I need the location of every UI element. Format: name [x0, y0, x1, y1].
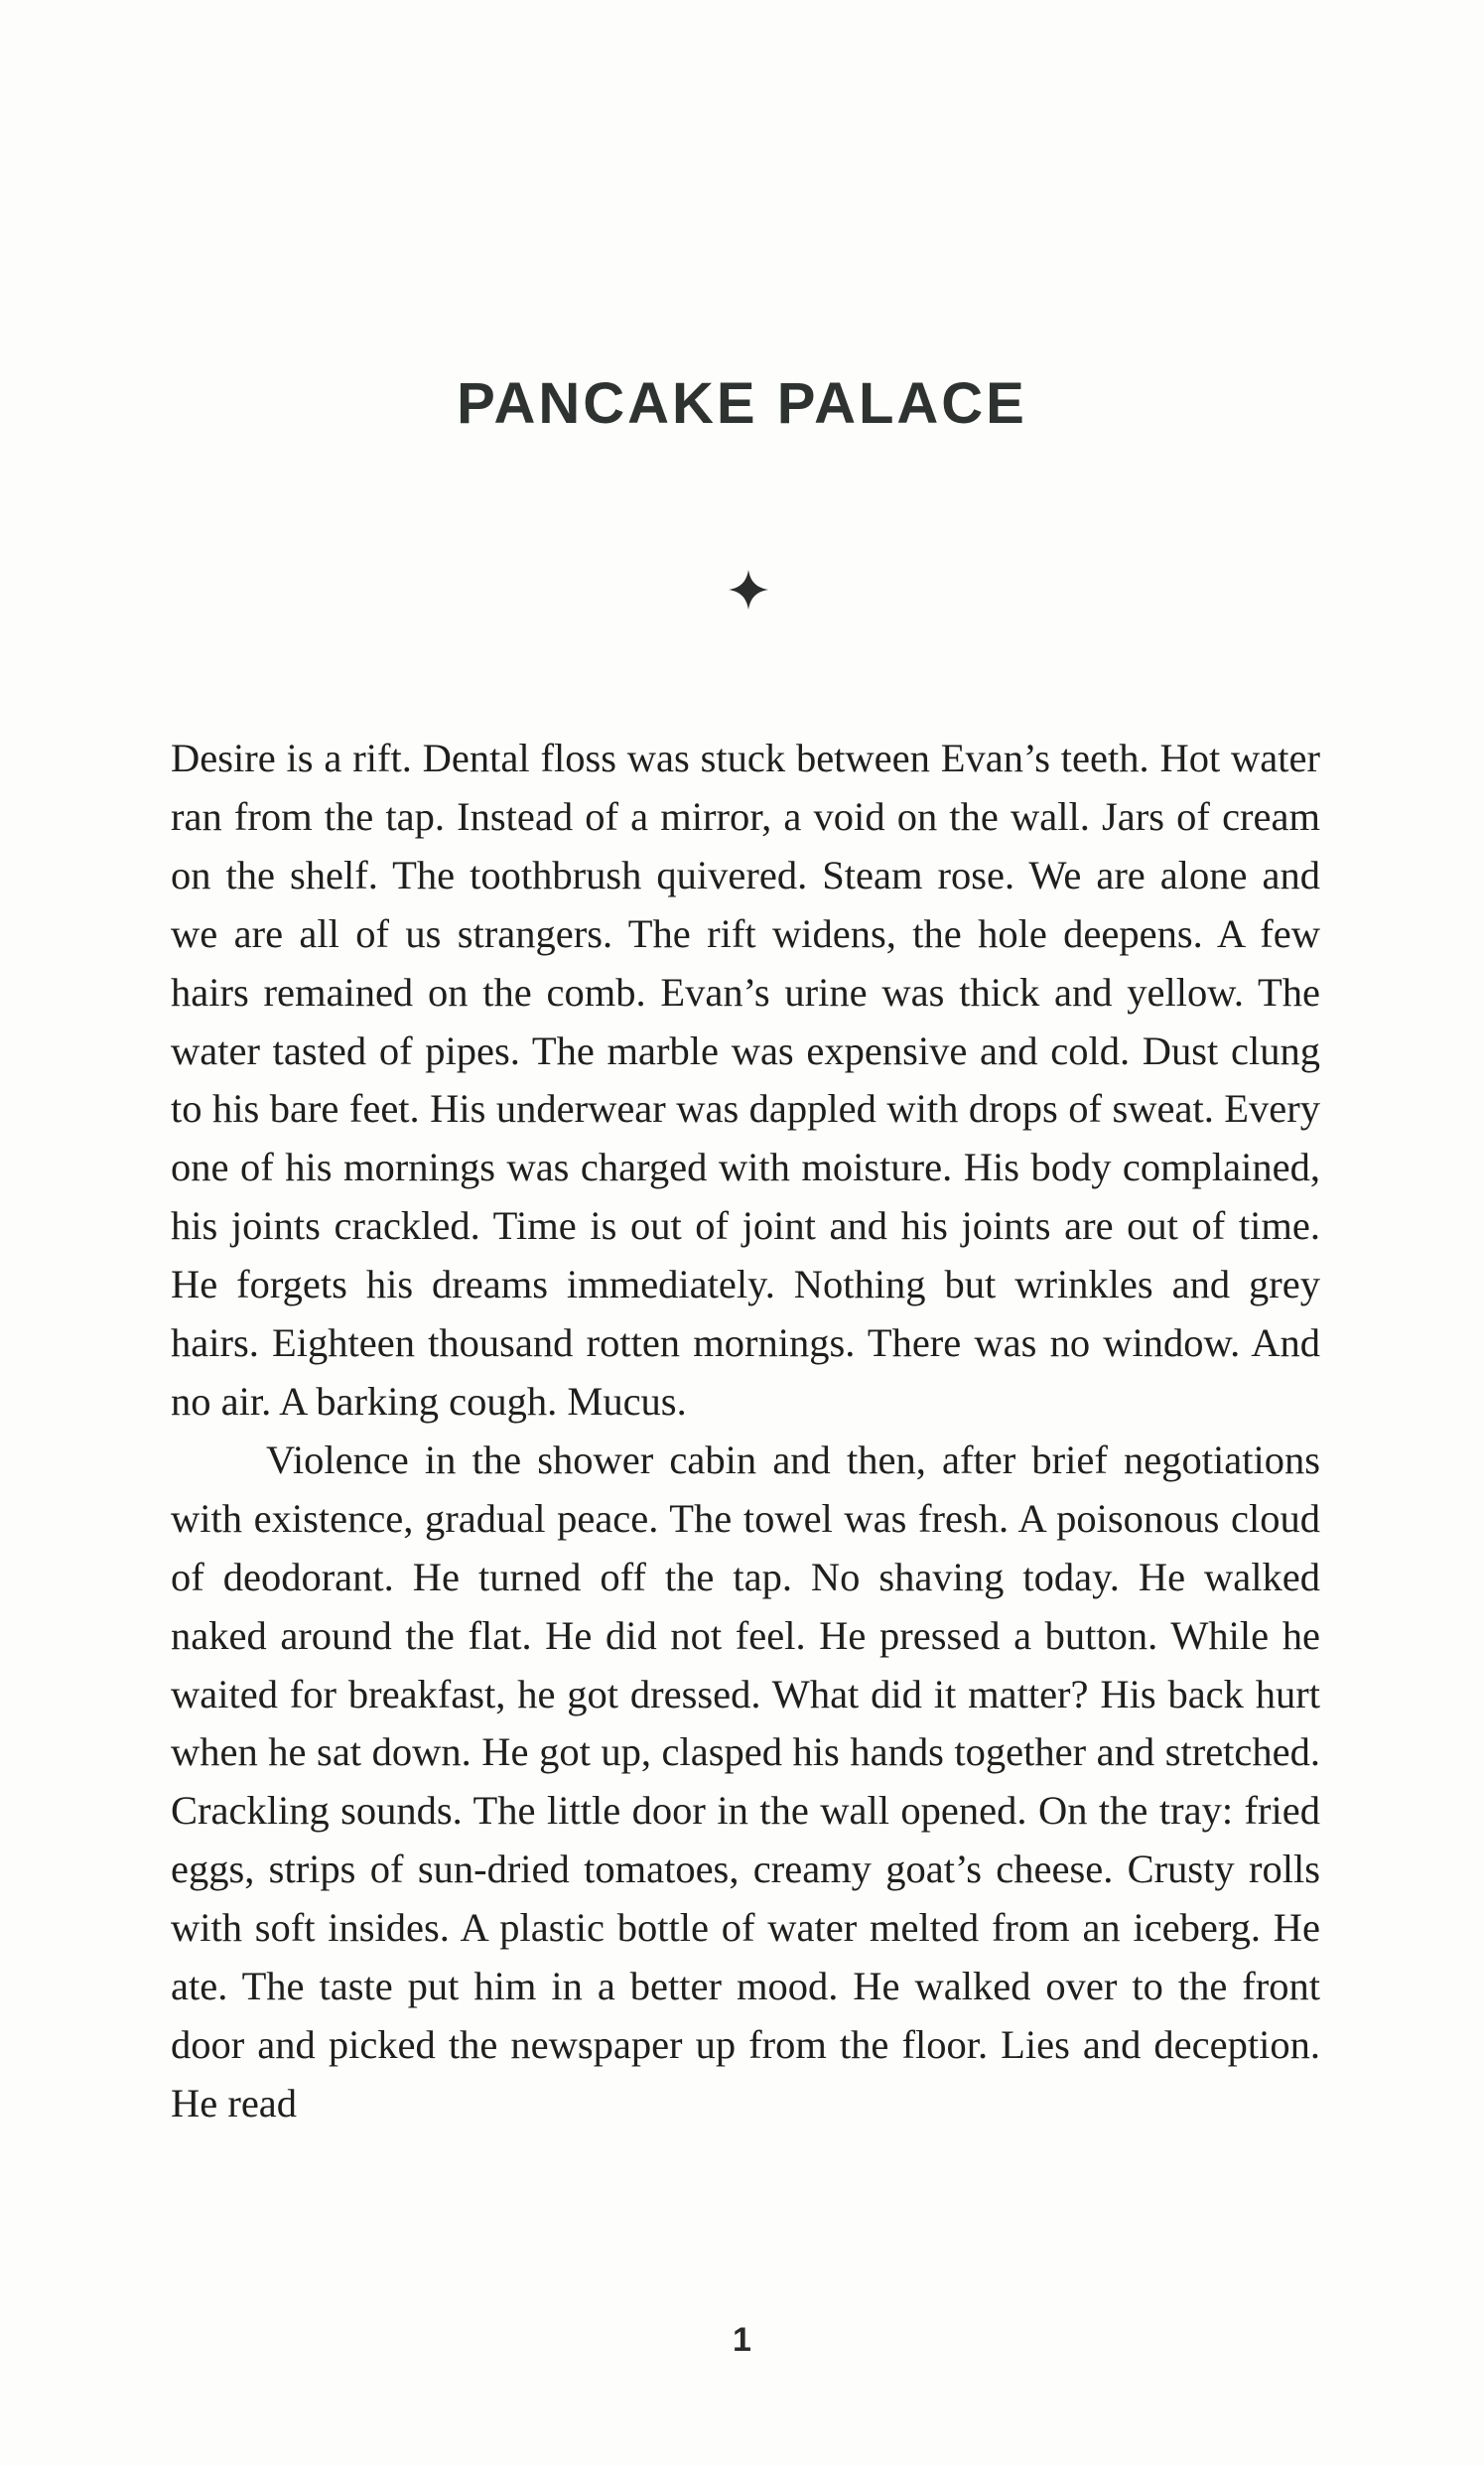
paragraph-1: Desire is a rift. Dental floss was stuck between Evan’s teeth. Hot water ran from the tap. Instead of a mirror, a void on the wall. Jars of cream on the shelf. The toothbrush quivered. Steam rose. We are alone and we are all of us strangers. The rift widens, the hole deepens. A few hairs remained on the comb. Evan’s urine was thick and yellow. The water tasted of pipes. The marble was expensive and cold. Dust clung to his bare feet. His underwear was dappled with drops of sweat. Every one of his mornings was charged with moisture. His body complained, his joints crackled. Time is out of joint and his joints are out of time. He forgets his dreams immediately. Nothing but wrinkles and grey hairs. Eighteen thousand rotten mornings. There was no window. And no air. A barking cough. Mucus. — [171, 736, 1320, 1424]
four-point-star-ornament-icon — [727, 568, 770, 612]
paragraph-2: Violence in the shower cabin and then, after brief negotiations with existence, gradual peace. The towel was fresh. A poisonous cloud of deodorant. He turned off the tap. No shaving today. He walked naked around the flat. He did not feel. He pressed a button. While he waited for breakfast, he got dressed. What did it matter? His back hurt when he sat down. He got up, clasped his hands together and stretched. Crackling sounds. The little door in the wall opened. On the tray: fried eggs, strips of sun-dried tomatoes, creamy goat’s cheese. Crusty rolls with soft insides. A plastic bottle of water melted from an iceberg. He ate. The taste put him in a better mood. He walked over to the front door and picked the newspaper up from the floor. Lies and deception. He read — [171, 1437, 1320, 2125]
chapter-title: PANCAKE PALACE — [457, 371, 1027, 436]
chapter-body-text — [171, 730, 1320, 2133]
page-number: 1 — [733, 2321, 751, 2359]
